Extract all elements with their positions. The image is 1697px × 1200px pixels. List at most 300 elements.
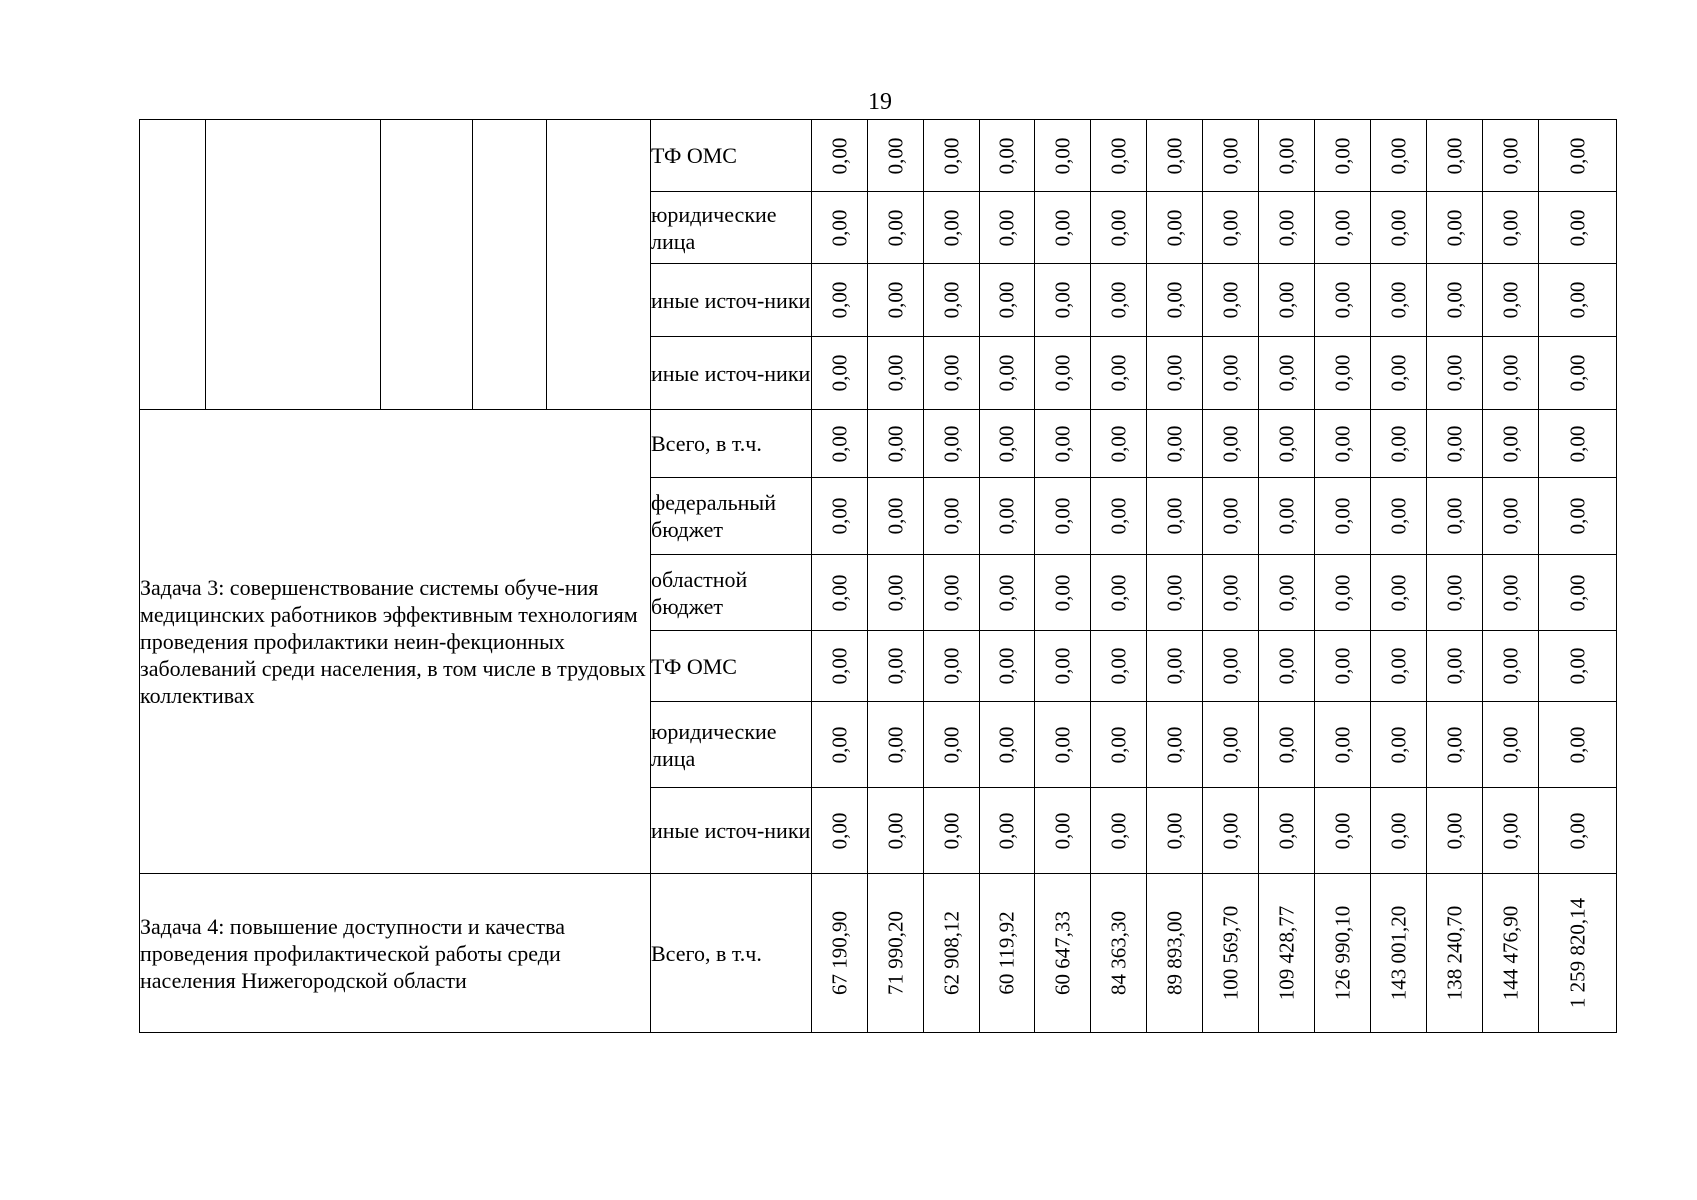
value-cell — [1091, 874, 1147, 1033]
value-text: 0,00 — [939, 647, 963, 685]
value-text: 0,00 — [994, 281, 1019, 319]
value-text: 0,00 — [1386, 137, 1410, 174]
value-text: 0,00 — [1050, 354, 1074, 392]
value-cell — [1203, 478, 1259, 555]
value-text: 0,00 — [994, 647, 1019, 685]
value-text: 0,00 — [1565, 647, 1589, 685]
value-text: 0,00 — [1050, 812, 1074, 849]
value-cell — [1203, 702, 1259, 788]
value-cell — [1539, 631, 1617, 702]
value-text: 0,00 — [939, 497, 963, 535]
value-cell — [1147, 337, 1203, 410]
value-text: 71 990,20 — [883, 911, 907, 995]
value-cell — [812, 192, 868, 264]
value-text: 0,00 — [1565, 425, 1589, 462]
value-text: 0,00 — [1162, 137, 1186, 174]
value-text: 0,00 — [1386, 574, 1410, 611]
value-cell — [868, 631, 924, 702]
funding-source: федеральный бюджет — [651, 478, 812, 555]
value-text: 0,00 — [1330, 812, 1354, 849]
value-cell — [1035, 410, 1091, 478]
value-text: 0,00 — [1162, 647, 1186, 685]
value-cell — [1091, 192, 1147, 264]
value-cell — [1091, 478, 1147, 555]
value-cell — [1147, 555, 1203, 631]
value-cell — [1091, 264, 1147, 337]
value-cell — [1539, 410, 1617, 478]
value-text: 0,00 — [1106, 497, 1130, 535]
value-cell — [1147, 264, 1203, 337]
value-cell — [980, 120, 1035, 192]
value-text: 0,00 — [1274, 354, 1298, 392]
value-text: 0,00 — [1050, 647, 1074, 685]
value-cell — [1315, 120, 1371, 192]
funding-source: ТФ ОМС — [651, 120, 812, 192]
value-text: 0,00 — [827, 281, 851, 319]
value-text: 0,00 — [939, 812, 963, 849]
value-text: 0,00 — [1442, 209, 1466, 246]
value-cell — [1539, 337, 1617, 410]
value-text: 0,00 — [1218, 137, 1242, 174]
value-cell — [1483, 478, 1539, 555]
value-text: 0,00 — [1050, 726, 1074, 763]
value-cell — [1035, 337, 1091, 410]
value-text: 0,00 — [1106, 354, 1130, 392]
value-cell — [1035, 874, 1091, 1033]
value-cell — [1203, 555, 1259, 631]
value-text: 0,00 — [1498, 209, 1522, 246]
value-text: 0,00 — [994, 726, 1019, 763]
value-text: 0,00 — [883, 574, 907, 611]
value-text: 0,00 — [994, 497, 1019, 535]
value-cell — [1539, 788, 1617, 874]
value-text: 0,00 — [1386, 497, 1410, 535]
value-cell — [1371, 120, 1427, 192]
value-text: 0,00 — [827, 647, 851, 685]
empty-cell — [547, 120, 651, 410]
value-cell — [1315, 337, 1371, 410]
value-cell — [1483, 410, 1539, 478]
task-description: Задача 3: совершенствование системы обуче-ния медицинских работников эффективным технологиям проведения профилактики неин-фекционных заболеваний среди населения, в том числе в трудовых коллективах — [140, 410, 651, 874]
value-text: 0,00 — [939, 425, 963, 462]
value-cell — [1427, 264, 1483, 337]
empty-cell — [473, 120, 547, 410]
empty-cell — [381, 120, 473, 410]
value-text: 0,00 — [883, 647, 907, 685]
value-cell — [1427, 120, 1483, 192]
value-cell — [1259, 264, 1315, 337]
value-cell — [1315, 702, 1371, 788]
value-text: 0,00 — [1498, 425, 1522, 462]
value-text: 0,00 — [1218, 281, 1242, 319]
value-text: 0,00 — [1442, 354, 1466, 392]
value-cell — [1427, 478, 1483, 555]
value-cell — [868, 337, 924, 410]
value-text: 0,00 — [827, 209, 851, 246]
value-cell — [1203, 337, 1259, 410]
value-cell — [924, 631, 980, 702]
value-cell — [1371, 555, 1427, 631]
funding-source: ТФ ОМС — [651, 631, 812, 702]
value-cell — [1371, 192, 1427, 264]
value-cell — [1147, 631, 1203, 702]
value-text: 0,00 — [1330, 726, 1354, 763]
value-cell — [1203, 874, 1259, 1033]
value-cell — [1315, 478, 1371, 555]
funding-source: иные источ-ники — [651, 788, 812, 874]
value-cell — [1315, 874, 1371, 1033]
value-cell — [1035, 192, 1091, 264]
value-text: 0,00 — [1274, 497, 1298, 535]
value-cell — [1427, 631, 1483, 702]
value-cell — [868, 264, 924, 337]
value-text: 0,00 — [1050, 209, 1074, 246]
value-cell — [1035, 788, 1091, 874]
value-text: 60 119,92 — [994, 911, 1019, 995]
funding-source: Всего, в т.ч. — [651, 410, 812, 478]
value-cell — [1371, 631, 1427, 702]
value-cell — [1539, 874, 1617, 1033]
value-cell — [1203, 264, 1259, 337]
value-text: 0,00 — [827, 354, 851, 392]
value-text: 0,00 — [883, 425, 907, 462]
value-text: 0,00 — [827, 574, 851, 611]
value-text: 0,00 — [994, 425, 1019, 462]
value-text: 0,00 — [939, 137, 963, 174]
value-text: 0,00 — [939, 209, 963, 246]
value-text: 0,00 — [883, 812, 907, 849]
value-text: 144 476,90 — [1498, 905, 1522, 1001]
value-cell — [1427, 788, 1483, 874]
page-number: 19 — [868, 89, 892, 115]
value-text: 0,00 — [827, 726, 851, 763]
value-cell — [812, 631, 868, 702]
value-text: 0,00 — [1218, 812, 1242, 849]
value-cell — [1315, 631, 1371, 702]
value-text: 0,00 — [1442, 574, 1466, 611]
value-cell — [812, 478, 868, 555]
value-text: 0,00 — [1274, 137, 1298, 174]
value-cell — [812, 264, 868, 337]
value-cell — [1539, 478, 1617, 555]
value-cell — [1091, 702, 1147, 788]
value-text: 0,00 — [1218, 209, 1242, 246]
value-text: 0,00 — [994, 137, 1019, 174]
value-cell — [1427, 702, 1483, 788]
value-text: 0,00 — [1274, 574, 1298, 611]
value-cell — [868, 410, 924, 478]
value-text: 0,00 — [1386, 812, 1410, 849]
value-text: 0,00 — [1330, 209, 1354, 246]
value-text: 0,00 — [1106, 647, 1130, 685]
table-body — [140, 120, 1617, 1033]
value-cell — [1315, 555, 1371, 631]
value-cell — [924, 555, 980, 631]
value-text: 100 569,70 — [1218, 905, 1242, 1001]
value-text: 0,00 — [1274, 209, 1298, 246]
value-cell — [812, 337, 868, 410]
value-text: 0,00 — [1162, 726, 1186, 763]
value-cell — [868, 555, 924, 631]
table-row — [140, 410, 1617, 478]
value-text: 143 001,20 — [1386, 905, 1410, 1001]
value-text: 0,00 — [1218, 574, 1242, 611]
value-cell — [1203, 192, 1259, 264]
value-cell — [980, 702, 1035, 788]
value-cell — [1035, 555, 1091, 631]
value-text: 0,00 — [827, 137, 851, 174]
value-text: 0,00 — [939, 281, 963, 319]
value-text: 0,00 — [1442, 647, 1466, 685]
value-text: 0,00 — [1162, 497, 1186, 535]
value-text: 0,00 — [939, 726, 963, 763]
value-text: 0,00 — [1274, 281, 1298, 319]
value-cell — [980, 631, 1035, 702]
value-cell — [1259, 631, 1315, 702]
value-cell — [1091, 120, 1147, 192]
value-text: 0,00 — [1106, 425, 1130, 462]
value-cell — [1483, 120, 1539, 192]
value-cell — [1203, 788, 1259, 874]
value-cell — [1315, 788, 1371, 874]
value-text: 0,00 — [1162, 574, 1186, 611]
value-text: 60 647,33 — [1050, 911, 1074, 995]
value-text: 0,00 — [1050, 137, 1074, 174]
value-text: 0,00 — [1565, 281, 1589, 319]
value-text: 1 259 820,14 — [1565, 897, 1589, 1009]
value-cell — [1035, 702, 1091, 788]
value-text: 0,00 — [1330, 574, 1354, 611]
value-cell — [1091, 410, 1147, 478]
value-cell — [1259, 555, 1315, 631]
value-cell — [1371, 478, 1427, 555]
value-text: 0,00 — [994, 209, 1019, 246]
value-text: 0,00 — [1050, 425, 1074, 462]
value-cell — [924, 337, 980, 410]
value-text: 0,00 — [1330, 354, 1354, 392]
value-cell — [980, 788, 1035, 874]
value-cell — [1371, 410, 1427, 478]
value-text: 0,00 — [1498, 812, 1522, 849]
value-cell — [868, 788, 924, 874]
value-cell — [924, 702, 980, 788]
value-text: 0,00 — [1218, 354, 1242, 392]
value-cell — [980, 192, 1035, 264]
value-cell — [1259, 874, 1315, 1033]
value-cell — [812, 410, 868, 478]
value-cell — [1147, 478, 1203, 555]
value-cell — [1539, 192, 1617, 264]
value-text: 0,00 — [1162, 425, 1186, 462]
funding-source: областной бюджет — [651, 555, 812, 631]
value-cell — [1483, 337, 1539, 410]
value-text: 0,00 — [1442, 812, 1466, 849]
value-cell — [1371, 702, 1427, 788]
value-text: 0,00 — [1106, 209, 1130, 246]
value-text: 0,00 — [1050, 281, 1074, 319]
value-cell — [1035, 120, 1091, 192]
value-text: 0,00 — [1106, 137, 1130, 174]
value-cell — [868, 120, 924, 192]
value-text: 0,00 — [1386, 209, 1410, 246]
value-cell — [1259, 478, 1315, 555]
value-text: 0,00 — [1274, 726, 1298, 763]
value-cell — [1371, 788, 1427, 874]
value-cell — [924, 120, 980, 192]
value-cell — [1371, 264, 1427, 337]
value-cell — [924, 874, 980, 1033]
value-text: 0,00 — [1565, 497, 1589, 535]
table-row — [140, 120, 1617, 192]
value-cell — [1427, 337, 1483, 410]
value-cell — [1539, 120, 1617, 192]
value-text: 0,00 — [1386, 354, 1410, 392]
value-text: 0,00 — [1565, 354, 1589, 392]
value-text: 0,00 — [1274, 647, 1298, 685]
value-text: 89 893,00 — [1162, 911, 1186, 995]
value-text: 0,00 — [1218, 425, 1242, 462]
value-text: 0,00 — [939, 574, 963, 611]
value-cell — [812, 702, 868, 788]
value-cell — [924, 192, 980, 264]
value-text: 84 363,30 — [1106, 911, 1130, 995]
value-text: 0,00 — [1565, 137, 1589, 174]
value-cell — [1259, 410, 1315, 478]
value-cell — [812, 555, 868, 631]
value-text: 0,00 — [883, 281, 907, 319]
value-text: 0,00 — [1274, 425, 1298, 462]
value-text: 0,00 — [1565, 209, 1589, 246]
value-cell — [812, 120, 868, 192]
value-text: 62 908,12 — [939, 911, 963, 995]
value-cell — [924, 788, 980, 874]
value-text: 0,00 — [1330, 497, 1354, 535]
value-text: 0,00 — [1106, 574, 1130, 611]
funding-source: Всего, в т.ч. — [651, 874, 812, 1033]
value-text: 0,00 — [1498, 281, 1522, 319]
value-text: 0,00 — [1386, 726, 1410, 763]
funding-source: иные источ-ники — [651, 264, 812, 337]
value-text: 0,00 — [994, 574, 1019, 611]
value-text: 0,00 — [1162, 812, 1186, 849]
value-cell — [924, 410, 980, 478]
value-cell — [1147, 410, 1203, 478]
value-cell — [1483, 788, 1539, 874]
value-cell — [980, 264, 1035, 337]
value-text: 0,00 — [883, 497, 907, 535]
value-cell — [1259, 192, 1315, 264]
value-text: 0,00 — [939, 354, 963, 392]
value-cell — [1371, 337, 1427, 410]
value-cell — [812, 874, 868, 1033]
value-text: 0,00 — [1050, 574, 1074, 611]
value-text: 0,00 — [1442, 497, 1466, 535]
value-text: 0,00 — [827, 497, 851, 535]
table-row — [140, 874, 1617, 1033]
value-cell — [1427, 410, 1483, 478]
value-text: 0,00 — [1442, 425, 1466, 462]
value-text: 0,00 — [1162, 281, 1186, 319]
value-cell — [1091, 337, 1147, 410]
value-cell — [868, 874, 924, 1033]
value-text: 0,00 — [1565, 574, 1589, 611]
value-cell — [1483, 631, 1539, 702]
value-cell — [1483, 874, 1539, 1033]
value-cell — [924, 264, 980, 337]
value-text: 0,00 — [1565, 812, 1589, 849]
budget-table — [139, 119, 1617, 1033]
value-cell — [1203, 120, 1259, 192]
value-text: 0,00 — [1565, 726, 1589, 763]
value-text: 0,00 — [1274, 812, 1298, 849]
value-text: 0,00 — [1498, 354, 1522, 392]
value-text: 0,00 — [1162, 209, 1186, 246]
value-text: 0,00 — [1330, 647, 1354, 685]
value-text: 0,00 — [1498, 726, 1522, 763]
value-cell — [1147, 702, 1203, 788]
value-cell — [1259, 337, 1315, 410]
value-cell — [1147, 788, 1203, 874]
value-cell — [1259, 788, 1315, 874]
value-cell — [1427, 192, 1483, 264]
value-text: 0,00 — [994, 812, 1019, 849]
value-text: 138 240,70 — [1442, 905, 1466, 1001]
value-cell — [1427, 874, 1483, 1033]
value-cell — [1315, 192, 1371, 264]
value-cell — [1035, 264, 1091, 337]
value-text: 0,00 — [883, 726, 907, 763]
value-cell — [868, 478, 924, 555]
value-cell — [1483, 264, 1539, 337]
value-cell — [1035, 478, 1091, 555]
value-cell — [980, 555, 1035, 631]
value-cell — [868, 192, 924, 264]
value-text: 0,00 — [827, 425, 851, 462]
value-cell — [1259, 702, 1315, 788]
value-cell — [1147, 192, 1203, 264]
value-text: 126 990,10 — [1330, 905, 1354, 1001]
value-text: 0,00 — [1386, 281, 1410, 319]
value-text: 0,00 — [1498, 137, 1522, 174]
value-cell — [1035, 631, 1091, 702]
funding-source: юридические лица — [651, 192, 812, 264]
value-text: 0,00 — [1498, 574, 1522, 611]
value-cell — [1539, 555, 1617, 631]
value-text: 0,00 — [1330, 425, 1354, 462]
value-text: 0,00 — [1106, 281, 1130, 319]
value-text: 0,00 — [1330, 281, 1354, 319]
value-cell — [1259, 120, 1315, 192]
value-cell — [980, 478, 1035, 555]
value-text: 0,00 — [1442, 726, 1466, 763]
empty-cell — [140, 120, 206, 410]
value-text: 0,00 — [883, 137, 907, 174]
value-text: 0,00 — [1162, 354, 1186, 392]
value-cell — [1483, 192, 1539, 264]
value-text: 0,00 — [827, 812, 851, 849]
value-text: 0,00 — [1442, 281, 1466, 319]
value-cell — [1091, 555, 1147, 631]
value-cell — [980, 337, 1035, 410]
value-text: 0,00 — [1218, 647, 1242, 685]
value-text: 0,00 — [1106, 812, 1130, 849]
value-cell — [1539, 702, 1617, 788]
value-cell — [924, 478, 980, 555]
value-cell — [1483, 702, 1539, 788]
value-text: 67 190,90 — [827, 911, 851, 995]
value-text: 0,00 — [1498, 497, 1522, 535]
funding-source: иные источ-ники — [651, 337, 812, 410]
